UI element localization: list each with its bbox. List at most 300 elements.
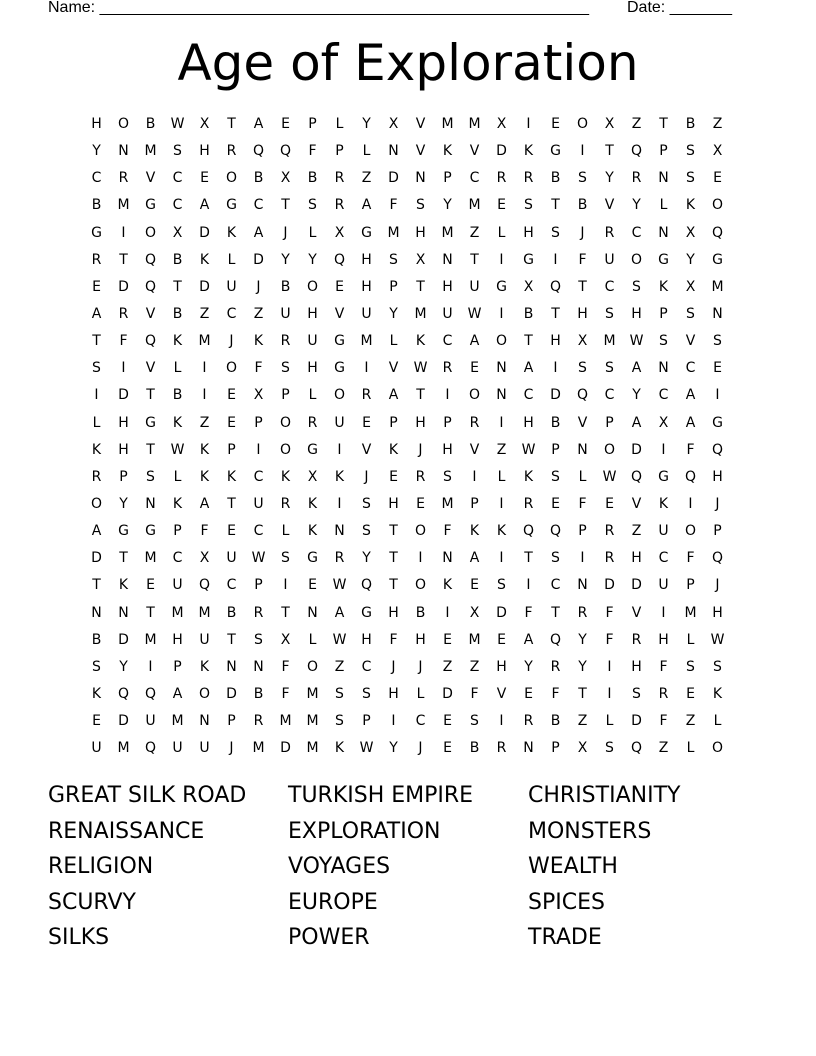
grid-letter[interactable]: E [713, 170, 722, 187]
grid-letter[interactable]: J [715, 577, 720, 594]
grid-letter[interactable]: H [307, 305, 318, 322]
grid-letter[interactable]: G [550, 143, 561, 160]
grid-letter[interactable]: Q [333, 251, 346, 268]
grid-letter[interactable]: R [253, 713, 264, 730]
grid-letter[interactable]: F [605, 631, 614, 648]
grid-letter[interactable]: H [415, 414, 426, 431]
grid-letter[interactable]: M [117, 740, 130, 757]
grid-letter[interactable]: R [253, 604, 264, 621]
grid-letter[interactable]: N [253, 658, 264, 675]
grid-letter[interactable]: A [172, 685, 183, 702]
grid-letter[interactable]: K [523, 468, 534, 485]
grid-letter[interactable]: Y [362, 550, 371, 567]
grid-letter[interactable]: K [712, 685, 723, 702]
grid-letter[interactable]: L [92, 414, 101, 431]
grid-letter[interactable]: G [658, 468, 669, 485]
grid-letter[interactable]: O [279, 441, 292, 458]
grid-letter[interactable]: S [443, 468, 452, 485]
grid-letter[interactable]: J [283, 224, 288, 241]
grid-letter[interactable]: I [445, 387, 450, 404]
grid-letter[interactable]: H [388, 604, 399, 621]
grid-letter[interactable]: M [360, 333, 373, 350]
grid-letter[interactable]: D [631, 713, 642, 730]
grid-letter[interactable]: K [118, 577, 129, 594]
grid-letter[interactable]: U [226, 278, 237, 295]
grid-letter[interactable]: T [578, 278, 587, 295]
grid-letter[interactable]: Q [711, 224, 724, 241]
grid-letter[interactable]: F [200, 523, 209, 540]
grid-letter[interactable]: H [658, 631, 669, 648]
grid-letter[interactable]: M [306, 740, 319, 757]
grid-letter[interactable]: X [415, 251, 426, 268]
grid-letter[interactable]: J [256, 278, 261, 295]
grid-letter[interactable]: G [496, 278, 507, 295]
grid-letter[interactable]: T [92, 577, 101, 594]
grid-letter[interactable]: Y [632, 387, 641, 404]
grid-letter[interactable]: Y [281, 251, 290, 268]
grid-letter[interactable]: N [118, 604, 129, 621]
grid-letter[interactable]: U [280, 305, 291, 322]
grid-letter[interactable]: T [281, 197, 290, 214]
grid-letter[interactable]: D [118, 278, 129, 295]
grid-letter[interactable]: D [199, 278, 210, 295]
grid-letter[interactable]: S [335, 713, 344, 730]
grid-letter[interactable]: P [173, 658, 182, 675]
grid-letter[interactable]: X [199, 550, 210, 567]
grid-letter[interactable]: B [226, 604, 237, 621]
grid-letter[interactable]: E [713, 360, 722, 377]
grid-letter[interactable]: U [91, 740, 102, 757]
grid-letter[interactable]: R [415, 468, 426, 485]
grid-letter[interactable]: S [389, 251, 398, 268]
grid-letter[interactable]: M [198, 333, 211, 350]
grid-letter[interactable]: Z [712, 116, 723, 132]
grid-letter[interactable]: A [685, 387, 696, 404]
grid-letter[interactable]: F [443, 523, 452, 540]
grid-letter[interactable]: K [199, 468, 210, 485]
grid-letter[interactable]: K [199, 251, 210, 268]
grid-letter[interactable]: Q [684, 468, 697, 485]
grid-letter[interactable]: N [577, 577, 588, 594]
grid-letter[interactable]: Y [389, 740, 398, 757]
grid-letter[interactable]: A [523, 631, 534, 648]
grid-letter[interactable]: L [308, 631, 317, 648]
grid-letter[interactable]: Z [469, 658, 480, 675]
grid-letter[interactable]: M [441, 116, 454, 132]
grid-letter[interactable]: S [146, 468, 155, 485]
grid-letter[interactable]: U [172, 577, 183, 594]
grid-letter[interactable]: P [254, 414, 263, 431]
grid-letter[interactable]: K [496, 523, 507, 540]
grid-letter[interactable]: R [604, 224, 615, 241]
grid-letter[interactable]: E [497, 631, 506, 648]
grid-letter[interactable]: T [551, 305, 560, 322]
grid-letter[interactable]: T [524, 333, 533, 350]
grid-letter[interactable]: C [415, 713, 426, 730]
grid-letter[interactable]: I [499, 495, 504, 512]
grid-letter[interactable]: K [91, 441, 102, 458]
grid-letter[interactable]: R [91, 251, 102, 268]
grid-letter[interactable]: R [226, 143, 237, 160]
grid-letter[interactable]: E [470, 360, 479, 377]
grid-letter[interactable]: W [602, 468, 617, 485]
grid-letter[interactable]: G [145, 523, 156, 540]
grid-letter[interactable]: C [469, 170, 480, 187]
grid-letter[interactable]: M [279, 713, 292, 730]
grid-letter[interactable]: S [605, 305, 614, 322]
grid-letter[interactable]: W [251, 550, 266, 567]
grid-letter[interactable]: M [468, 631, 481, 648]
grid-letter[interactable]: Q [360, 577, 373, 594]
grid-letter[interactable]: R [469, 414, 480, 431]
grid-letter[interactable]: I [121, 360, 126, 377]
grid-letter[interactable]: D [118, 631, 129, 648]
grid-letter[interactable]: Y [389, 305, 398, 322]
grid-letter[interactable]: E [443, 740, 452, 757]
grid-letter[interactable]: C [631, 224, 642, 241]
grid-letter[interactable]: W [413, 360, 428, 377]
grid-letter[interactable]: A [361, 197, 372, 214]
grid-letter[interactable]: S [281, 550, 290, 567]
grid-letter[interactable]: Y [578, 631, 587, 648]
grid-letter[interactable]: P [578, 523, 587, 540]
grid-letter[interactable]: G [145, 414, 156, 431]
grid-letter[interactable]: Z [253, 305, 264, 322]
grid-letter[interactable]: V [388, 360, 399, 377]
grid-letter[interactable]: N [496, 387, 507, 404]
grid-letter[interactable]: A [523, 360, 534, 377]
grid-letter[interactable]: Z [199, 414, 210, 431]
grid-letter[interactable]: V [361, 441, 372, 458]
grid-letter[interactable]: B [550, 713, 561, 730]
grid-letter[interactable]: I [499, 305, 504, 322]
grid-letter[interactable]: H [91, 116, 102, 132]
grid-letter[interactable]: H [118, 414, 129, 431]
grid-letter[interactable]: O [333, 387, 346, 404]
grid-letter[interactable]: V [145, 305, 156, 322]
grid-letter[interactable]: Y [119, 658, 128, 675]
grid-letter[interactable]: F [659, 658, 668, 675]
grid-letter[interactable]: E [227, 387, 236, 404]
grid-letter[interactable]: O [630, 251, 643, 268]
grid-letter[interactable]: E [497, 197, 506, 214]
grid-letter[interactable]: T [389, 550, 398, 567]
grid-letter[interactable]: F [659, 713, 668, 730]
grid-letter[interactable]: P [443, 170, 452, 187]
grid-letter[interactable]: F [281, 685, 290, 702]
grid-letter[interactable]: B [550, 170, 561, 187]
grid-letter[interactable]: O [684, 523, 697, 540]
grid-letter[interactable]: X [334, 224, 345, 241]
grid-letter[interactable]: P [308, 116, 317, 132]
grid-letter[interactable]: R [334, 170, 345, 187]
grid-letter[interactable]: I [364, 360, 369, 377]
grid-letter[interactable]: R [523, 713, 534, 730]
grid-letter[interactable]: G [334, 360, 345, 377]
grid-letter[interactable]: B [172, 305, 183, 322]
grid-letter[interactable]: G [307, 550, 318, 567]
grid-letter[interactable]: K [685, 197, 696, 214]
grid-letter[interactable]: T [119, 251, 128, 268]
grid-letter[interactable]: X [280, 170, 291, 187]
grid-letter[interactable]: A [253, 116, 264, 132]
grid-letter[interactable]: X [388, 116, 399, 132]
grid-letter[interactable]: D [91, 550, 102, 567]
grid-letter[interactable]: D [631, 577, 642, 594]
grid-letter[interactable]: I [472, 468, 477, 485]
grid-letter[interactable]: N [199, 713, 210, 730]
grid-letter[interactable]: Q [144, 685, 157, 702]
grid-letter[interactable]: K [307, 523, 318, 540]
grid-letter[interactable]: X [280, 631, 291, 648]
grid-letter[interactable]: X [469, 604, 480, 621]
grid-letter[interactable]: Y [632, 197, 641, 214]
grid-letter[interactable]: C [253, 468, 264, 485]
grid-letter[interactable]: N [145, 495, 156, 512]
grid-letter[interactable]: N [658, 224, 669, 241]
grid-letter[interactable]: N [496, 360, 507, 377]
grid-letter[interactable]: I [202, 387, 207, 404]
grid-letter[interactable]: R [496, 170, 507, 187]
grid-letter[interactable]: W [629, 333, 644, 350]
grid-letter[interactable]: H [712, 604, 723, 621]
grid-letter[interactable]: T [659, 116, 668, 132]
grid-letter[interactable]: R [361, 387, 372, 404]
grid-letter[interactable]: T [227, 631, 236, 648]
grid-letter[interactable]: K [334, 740, 345, 757]
grid-letter[interactable]: X [523, 278, 534, 295]
grid-letter[interactable]: R [118, 170, 129, 187]
grid-letter[interactable]: J [364, 468, 369, 485]
grid-letter[interactable]: O [198, 685, 211, 702]
grid-letter[interactable]: M [198, 604, 211, 621]
grid-letter[interactable]: O [279, 414, 292, 431]
grid-letter[interactable]: O [576, 116, 589, 132]
grid-letter[interactable]: B [145, 116, 156, 132]
grid-letter[interactable]: E [92, 278, 101, 295]
grid-letter[interactable]: H [442, 441, 453, 458]
grid-letter[interactable]: R [280, 333, 291, 350]
name-field[interactable]: Name: _______________________________________________________ [48, 0, 589, 16]
grid-letter[interactable]: T [92, 333, 101, 350]
grid-letter[interactable]: G [334, 333, 345, 350]
grid-letter[interactable]: I [391, 713, 396, 730]
grid-letter[interactable]: O [414, 577, 427, 594]
grid-letter[interactable]: G [712, 414, 723, 431]
grid-letter[interactable]: O [414, 523, 427, 540]
grid-letter[interactable]: Q [252, 143, 265, 160]
grid-letter[interactable]: D [496, 604, 507, 621]
grid-letter[interactable]: D [604, 577, 615, 594]
grid-letter[interactable]: S [551, 550, 560, 567]
grid-letter[interactable]: S [632, 685, 641, 702]
grid-letter[interactable]: S [362, 523, 371, 540]
grid-letter[interactable]: U [145, 713, 156, 730]
grid-letter[interactable]: M [171, 713, 184, 730]
grid-letter[interactable]: X [577, 740, 588, 757]
grid-letter[interactable]: H [388, 495, 399, 512]
grid-letter[interactable]: F [308, 143, 317, 160]
grid-letter[interactable]: A [199, 197, 210, 214]
grid-letter[interactable]: C [226, 577, 237, 594]
grid-letter[interactable]: T [551, 197, 560, 214]
grid-letter[interactable]: S [686, 143, 695, 160]
grid-letter[interactable]: E [686, 685, 695, 702]
grid-letter[interactable]: I [121, 224, 126, 241]
grid-letter[interactable]: O [225, 170, 238, 187]
grid-letter[interactable]: A [631, 414, 642, 431]
grid-letter[interactable]: Y [605, 170, 614, 187]
grid-letter[interactable]: K [199, 441, 210, 458]
grid-letter[interactable]: R [334, 197, 345, 214]
grid-letter[interactable]: Z [442, 658, 453, 675]
grid-letter[interactable]: I [607, 685, 612, 702]
grid-letter[interactable]: Q [630, 143, 643, 160]
grid-letter[interactable]: P [389, 414, 398, 431]
grid-letter[interactable]: C [361, 658, 372, 675]
grid-letter[interactable]: I [499, 550, 504, 567]
grid-letter[interactable]: P [659, 143, 668, 160]
grid-letter[interactable]: I [607, 658, 612, 675]
grid-letter[interactable]: I [580, 550, 585, 567]
grid-letter[interactable]: R [604, 550, 615, 567]
grid-letter[interactable]: P [254, 577, 263, 594]
grid-letter[interactable]: I [661, 441, 666, 458]
grid-letter[interactable]: E [92, 713, 101, 730]
grid-letter[interactable]: R [334, 550, 345, 567]
grid-letter[interactable]: L [173, 468, 182, 485]
grid-letter[interactable]: J [229, 333, 234, 350]
grid-letter[interactable]: C [523, 387, 534, 404]
grid-letter[interactable]: P [173, 523, 182, 540]
grid-letter[interactable]: K [658, 495, 669, 512]
grid-letter[interactable]: Y [686, 251, 695, 268]
grid-letter[interactable]: S [173, 143, 182, 160]
grid-letter[interactable]: R [631, 631, 642, 648]
grid-letter[interactable]: D [496, 143, 507, 160]
grid-letter[interactable]: I [499, 251, 504, 268]
grid-letter[interactable]: M [144, 631, 157, 648]
grid-letter[interactable]: E [524, 685, 533, 702]
grid-letter[interactable]: A [469, 333, 480, 350]
grid-letter[interactable]: Z [631, 523, 642, 540]
grid-letter[interactable]: H [172, 631, 183, 648]
grid-letter[interactable]: U [253, 495, 264, 512]
grid-letter[interactable]: L [173, 360, 182, 377]
grid-letter[interactable]: H [631, 305, 642, 322]
grid-letter[interactable]: S [605, 740, 614, 757]
grid-letter[interactable]: C [550, 577, 561, 594]
grid-letter[interactable]: K [172, 495, 183, 512]
grid-letter[interactable]: H [523, 414, 534, 431]
grid-letter[interactable]: Q [549, 278, 562, 295]
grid-letter[interactable]: P [686, 577, 695, 594]
grid-letter[interactable]: O [306, 658, 319, 675]
grid-letter[interactable]: H [307, 360, 318, 377]
grid-letter[interactable]: M [441, 224, 454, 241]
grid-letter[interactable]: B [91, 197, 102, 214]
grid-letter[interactable]: A [685, 414, 696, 431]
grid-letter[interactable]: Q [549, 631, 562, 648]
grid-letter[interactable]: T [416, 387, 425, 404]
grid-letter[interactable]: E [335, 278, 344, 295]
grid-letter[interactable]: D [442, 685, 453, 702]
grid-letter[interactable]: M [684, 604, 697, 621]
grid-letter[interactable]: K [334, 468, 345, 485]
grid-letter[interactable]: R [604, 523, 615, 540]
grid-letter[interactable]: B [469, 740, 480, 757]
grid-letter[interactable]: J [391, 658, 396, 675]
grid-letter[interactable]: P [362, 713, 371, 730]
grid-letter[interactable]: I [283, 577, 288, 594]
grid-letter[interactable]: W [359, 740, 374, 757]
grid-letter[interactable]: N [577, 441, 588, 458]
grid-letter[interactable]: B [577, 197, 588, 214]
grid-letter[interactable]: W [467, 305, 482, 322]
grid-letter[interactable]: R [91, 468, 102, 485]
grid-letter[interactable]: R [577, 604, 588, 621]
grid-letter[interactable]: K [199, 658, 210, 675]
grid-letter[interactable]: H [631, 550, 642, 567]
grid-letter[interactable]: F [551, 685, 560, 702]
grid-letter[interactable]: T [146, 441, 155, 458]
grid-letter[interactable]: I [553, 360, 558, 377]
grid-letter[interactable]: T [227, 116, 236, 132]
grid-letter[interactable]: K [388, 441, 399, 458]
grid-letter[interactable]: G [712, 251, 723, 268]
grid-letter[interactable]: X [685, 224, 696, 241]
grid-letter[interactable]: A [469, 550, 480, 567]
grid-letter[interactable]: B [280, 278, 291, 295]
grid-letter[interactable]: T [470, 251, 479, 268]
grid-letter[interactable]: B [550, 414, 561, 431]
grid-letter[interactable]: A [91, 523, 102, 540]
grid-letter[interactable]: P [227, 713, 236, 730]
grid-letter[interactable]: L [686, 740, 695, 757]
grid-letter[interactable]: Z [685, 713, 696, 730]
grid-letter[interactable]: Q [630, 468, 643, 485]
grid-letter[interactable]: S [578, 360, 587, 377]
grid-letter[interactable]: U [469, 278, 480, 295]
grid-letter[interactable]: B [415, 604, 426, 621]
grid-letter[interactable]: G [658, 251, 669, 268]
grid-letter[interactable]: R [523, 170, 534, 187]
grid-letter[interactable]: H [523, 224, 534, 241]
grid-letter[interactable]: F [119, 333, 128, 350]
grid-letter[interactable]: A [631, 360, 642, 377]
grid-letter[interactable]: D [226, 685, 237, 702]
grid-letter[interactable]: L [497, 468, 506, 485]
grid-letter[interactable]: O [306, 278, 319, 295]
grid-letter[interactable]: O [144, 224, 157, 241]
grid-letter[interactable]: V [685, 333, 696, 350]
grid-letter[interactable]: J [418, 740, 423, 757]
grid-letter[interactable]: J [418, 441, 423, 458]
grid-letter[interactable]: G [361, 224, 372, 241]
grid-letter[interactable]: T [416, 278, 425, 295]
grid-letter[interactable]: S [416, 197, 425, 214]
grid-letter[interactable]: A [388, 387, 399, 404]
grid-letter[interactable]: L [362, 143, 371, 160]
grid-letter[interactable]: D [280, 740, 291, 757]
grid-letter[interactable]: M [144, 550, 157, 567]
grid-letter[interactable]: C [658, 550, 669, 567]
grid-letter[interactable]: X [253, 387, 264, 404]
grid-letter[interactable]: K [523, 143, 534, 160]
grid-letter[interactable]: U [199, 631, 210, 648]
grid-letter[interactable]: Z [469, 224, 480, 241]
grid-letter[interactable]: L [281, 523, 290, 540]
